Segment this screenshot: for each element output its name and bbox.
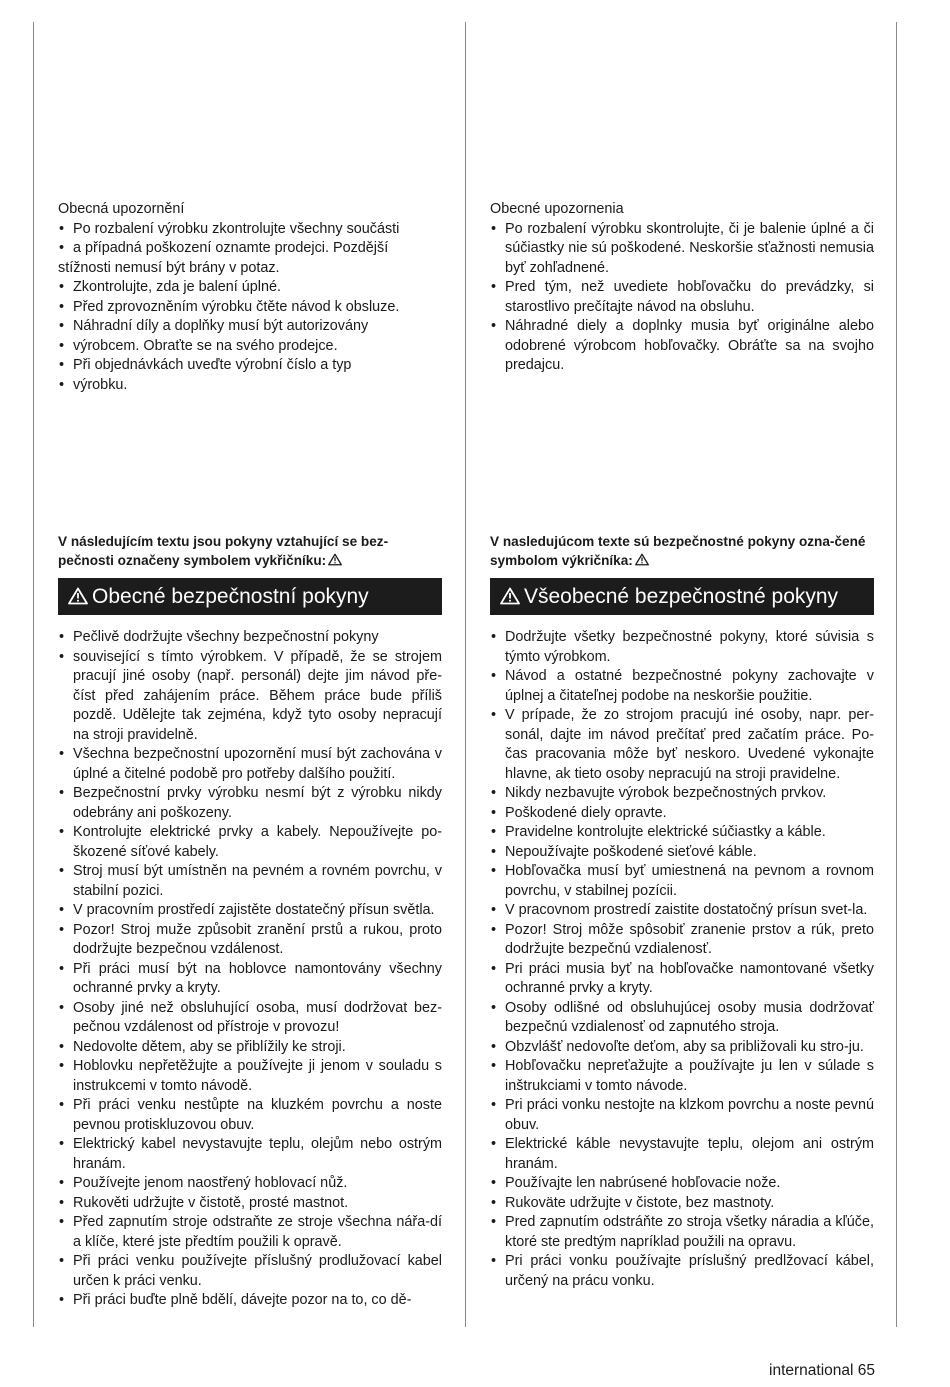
left-safety-section — [58, 532, 442, 1311]
left-intro-list — [58, 220, 442, 259]
list-item: • Pravidelne kontrolujte elektrické súčiastky a káble. — [490, 823, 874, 843]
left-intro-list-2 — [58, 278, 442, 395]
list-item: • Při práci venku používejte příslušný prodlužovací kabel určen k práci venku. — [58, 1252, 442, 1291]
list-item: • Zkontrolujte, zda je balení úplné. — [58, 278, 442, 298]
list-item: • Náhradné diely a doplnky musia byť originálne alebo odobrené výrobcom hobľovačky. Obráťte sa na svojho predajcu. — [490, 317, 874, 376]
list-item: • Všechna bezpečnostní upozornění musí být zachována v úplné a čitelné podobě pro potřeby dalšího použití. — [58, 745, 442, 784]
list-item: • Poškodené diely opravte. — [490, 804, 874, 824]
list-item: • Elektrický kabel nevystavujte teplu, olejům nebo ostrým hranám. — [58, 1135, 442, 1174]
list-item: • Osoby odlišné od obsluhujúcej osoby musia dodržovať bezpečnú vzdialenosť od zapnutého stroja. — [490, 999, 874, 1038]
left-intro-continuation: stížnosti nemusí být brány v potaz. — [58, 259, 280, 276]
right-safety-list — [490, 628, 874, 1291]
list-item: • Stroj musí být umístněn na pevném a rovném povrchu, v stabilní pozici. — [58, 862, 442, 901]
list-item: • Obzvlášť nedovoľte deťom, aby sa približovali ku stro-ju. — [490, 1038, 874, 1058]
right-intro-list — [490, 220, 874, 376]
list-item: • V prípade, že zo strojom pracujú iné osoby, napr. per-sonál, dajte im návod prečítať pred začatím práce. Po-čas pracovania môže byť neskoro. Uvedené vykonajte hlavne, ak tieto osoby nepracujú na stroji pravidelne. — [490, 706, 874, 784]
list-item: • Pred tým, než uvediete hobľovačku do prevádzky, si starostlivo prečítajte návod na obsluhu. — [490, 278, 874, 317]
right-intro-section — [490, 200, 874, 376]
list-item: • Po rozbalení výrobku zkontrolujte všechny součásti — [58, 220, 442, 240]
right-symbol-note — [490, 532, 874, 570]
list-item: • Pečlivě dodržujte všechny bezpečnostní pokyny — [58, 628, 442, 648]
left-symbol-note-text: V následujícím textu jsou pokyny vztahující se bez-pečnosti označeny symbolem vykřičníku: — [58, 534, 389, 568]
list-item: • Nepoužívajte poškodené sieťové káble. — [490, 843, 874, 863]
list-item: • Při objednávkách uveďte výrobní číslo a typ — [58, 356, 442, 376]
list-item: • V pracovnom prostredí zaistite dostatočný prísun svet-la. — [490, 901, 874, 921]
list-item: • Při práci buďte plně bdělí, dávejte pozor na to, co dě- — [58, 1291, 442, 1311]
list-item: • Při práci musí být na hoblovce namontovány všechny ochranné prvky a kryty. — [58, 960, 442, 999]
list-item: • Před zprovozněním výrobku čtěte návod k obsluze. — [58, 298, 442, 318]
list-item: • Pozor! Stroj muže způsobit zranění prstů a rukou, proto dodržujte bezpečnou vzdálenost. — [58, 921, 442, 960]
list-item: • Hoblovku nepřetěžujte a používejte ji jenom v souladu s instrukcemi v tomto návodě. — [58, 1057, 442, 1096]
right-margin-rule — [896, 22, 897, 1327]
list-item: • Pri práci musia byť na hobľovačke namontované všetky ochranné prvky a kryty. — [490, 960, 874, 999]
right-safety-section — [490, 532, 874, 1291]
list-item: • Pri práci vonku nestojte na klzkom povrchu a noste pevnú obuv. — [490, 1096, 874, 1135]
left-safety-list — [58, 628, 442, 1311]
list-item: • Rukoväte udržujte v čistote, bez mastnoty. — [490, 1194, 874, 1214]
list-item: • Pri práci vonku používajte príslušný predlžovací kábel, určený na prácu vonku. — [490, 1252, 874, 1291]
list-item: • V pracovním prostředí zajistěte dostatečný přísun světla. — [58, 901, 442, 921]
list-item: • Dodržujte všetky bezpečnostné pokyny, ktoré súvisia s týmto výrobkom. — [490, 628, 874, 667]
warning-triangle-icon — [328, 553, 342, 566]
list-item: • Bezpečnostní prvky výrobku nesmí být z výrobku nikdy odebrány ani poškozeny. — [58, 784, 442, 823]
list-item: • Náhradní díly a doplňky musí být autorizovány — [58, 317, 442, 337]
right-list-gap — [490, 615, 874, 628]
list-item: • Elektrické káble nevystavujte teplu, olejom ani ostrým hranám. — [490, 1135, 874, 1174]
list-item: • Nikdy nezbavujte výrobok bezpečnostných prvkov. — [490, 784, 874, 804]
warning-triangle-icon — [635, 553, 649, 566]
left-symbol-note — [58, 532, 442, 570]
list-item: • Pozor! Stroj môže spôsobiť zranenie prstov a rúk, preto dodržujte bezpečnú vzdialenosť. — [490, 921, 874, 960]
list-item: • Návod a ostatné bezpečnostné pokyny zachovajte v úplnej a čitateľnej podobe na neskoršie použitie. — [490, 667, 874, 706]
left-margin-rule — [33, 22, 34, 1327]
list-item: • Hobľovačka musí byť umiestnená na pevnom a rovnom povrchu, v stabilnej pozícii. — [490, 862, 874, 901]
left-banner-title: Obecné bezpečnostní pokyny — [92, 585, 369, 608]
list-item: • Nedovolte dětem, aby se přiblížily ke stroji. — [58, 1038, 442, 1058]
right-banner-title: Všeobecné bezpečnostné pokyny — [524, 585, 839, 608]
left-intro-title: Obecná upozornění — [58, 201, 185, 217]
list-item: • výrobku. — [58, 376, 442, 396]
page-footer: international 65 — [769, 1362, 875, 1379]
list-item: • Při práci venku nestůpte na kluzkém povrchu a noste pevnou protiskluzovou obuv. — [58, 1096, 442, 1135]
center-column-rule — [465, 22, 466, 1327]
left-intro-section — [58, 200, 442, 395]
list-item: • Osoby jiné než obsluhující osoba, musí dodržovat bez-pečnou vzdálenost od přístroje v provozu! — [58, 999, 442, 1038]
list-item: • Používejte jenom naostřený hoblovací nůž. — [58, 1174, 442, 1194]
warning-triangle-icon — [68, 587, 88, 605]
right-intro-title: Obecné upozornenia — [490, 201, 624, 217]
list-item: • výrobcem. Obraťte se na svého prodejce. — [58, 337, 442, 357]
right-symbol-note-text: V nasledujúcom texte sú bezpečnostné pokyny ozna-čené symbolom výkričníka: — [490, 534, 866, 568]
list-item: • související s tímto výrobkem. V případě, že se strojem pracují jiné osoby (např. personál) dejte jim návod pře-číst před zahájením práce. Během práce bude příliš pozdě. Udělejte tak zejména, když tyto osoby nepracují na stroji pravidelně. — [58, 648, 442, 746]
list-item: • Rukověti udržujte v čistotě, prosté mastnot. — [58, 1194, 442, 1214]
list-item: • Používajte len nabrúsené hobľovacie nože. — [490, 1174, 874, 1194]
warning-triangle-icon — [500, 587, 520, 605]
right-section-banner — [490, 578, 874, 615]
list-item: • Po rozbalení výrobku skontrolujte, či je balenie úplné a či súčiastky nie sú poškodené. Neskoršie sťažnosti nemusia byť zohľadnené. — [490, 220, 874, 279]
list-item: • a případná poškození oznamte prodejci. Pozdější — [58, 239, 442, 259]
list-item: • Kontrolujte elektrické prvky a kabely. Nepoužívejte po-škozené síťové kabely. — [58, 823, 442, 862]
list-item: • Hobľovačku nepreťažujte a používajte ju len v súlade s inštrukciami v tomto návode. — [490, 1057, 874, 1096]
list-item: • Pred zapnutím odstráňte zo stroja všetky náradia a kľúče, ktoré ste predtým napríklad použili na opravu. — [490, 1213, 874, 1252]
left-section-banner — [58, 578, 442, 615]
left-list-gap — [58, 615, 442, 628]
list-item: • Před zapnutím stroje odstraňte ze stroje všechna nářa-dí a klíče, které jste předtím použili k opravě. — [58, 1213, 442, 1252]
